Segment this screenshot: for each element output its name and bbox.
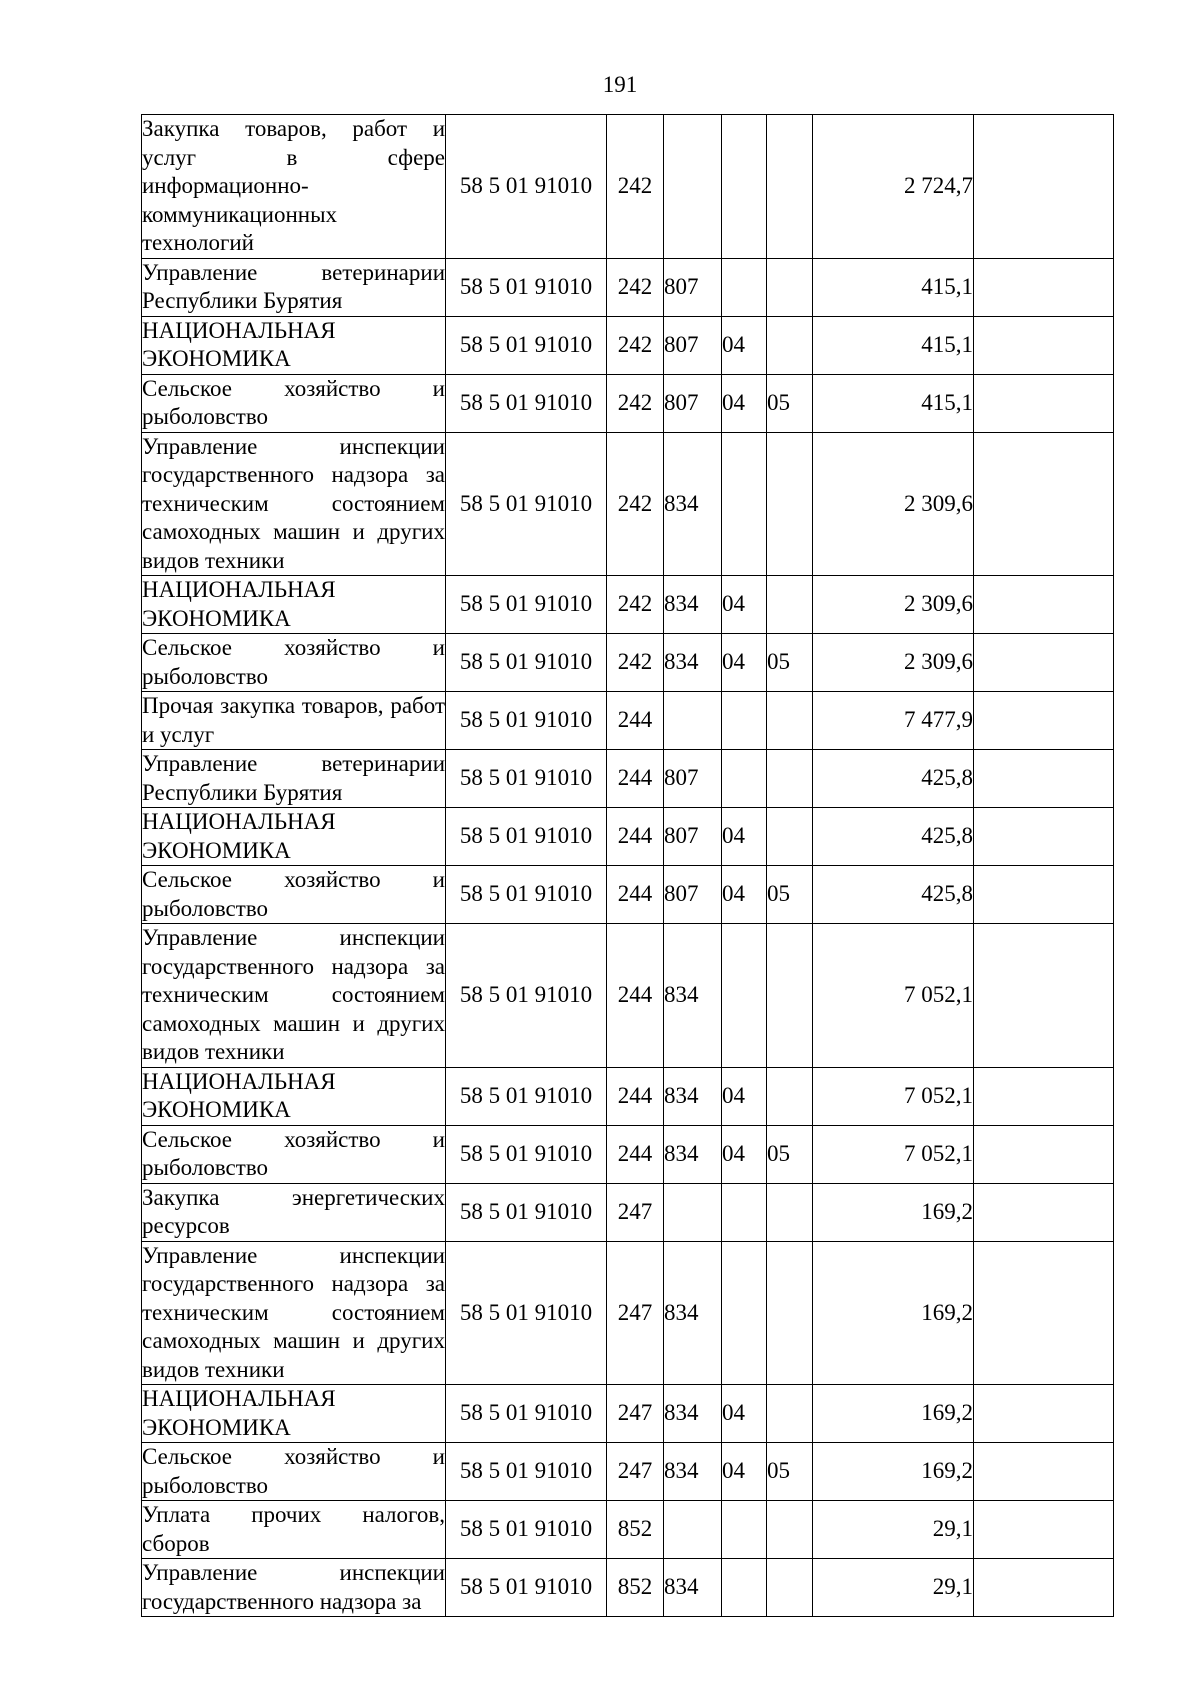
section-cell bbox=[722, 750, 767, 808]
section-cell: 04 bbox=[722, 1125, 767, 1183]
target-article-cell: 58 5 01 91010 bbox=[446, 1125, 607, 1183]
administrator-cell: 834 bbox=[664, 576, 722, 634]
subsection-cell bbox=[767, 750, 813, 808]
table-row bbox=[142, 692, 1114, 750]
extra-cell bbox=[974, 1443, 1114, 1501]
administrator-cell: 834 bbox=[664, 1125, 722, 1183]
expense-type-cell: 247 bbox=[607, 1443, 664, 1501]
administrator-cell: 834 bbox=[664, 1385, 722, 1443]
section-cell bbox=[722, 258, 767, 316]
row-name-cell: Управление инспекции государственного надзора за bbox=[142, 1559, 446, 1617]
amount-cell: 2 309,6 bbox=[813, 634, 974, 692]
extra-cell bbox=[974, 258, 1114, 316]
administrator-cell bbox=[664, 692, 722, 750]
target-article-cell: 58 5 01 91010 bbox=[446, 1183, 607, 1241]
row-name-cell: Управление ветеринарии Республики Бурятия bbox=[142, 258, 446, 316]
expense-type-cell: 244 bbox=[607, 692, 664, 750]
expense-type-cell: 244 bbox=[607, 866, 664, 924]
target-article-cell: 58 5 01 91010 bbox=[446, 692, 607, 750]
section-cell: 04 bbox=[722, 866, 767, 924]
expense-type-cell: 244 bbox=[607, 1125, 664, 1183]
administrator-cell: 834 bbox=[664, 1559, 722, 1617]
subsection-cell bbox=[767, 258, 813, 316]
table-row bbox=[142, 258, 1114, 316]
row-name-cell: НАЦИОНАЛЬНАЯ ЭКОНОМИКА bbox=[142, 576, 446, 634]
administrator-cell: 807 bbox=[664, 866, 722, 924]
page-number: 191 bbox=[602, 72, 638, 97]
subsection-cell bbox=[767, 1501, 813, 1559]
expense-type-cell: 244 bbox=[607, 1067, 664, 1125]
administrator-cell bbox=[664, 1501, 722, 1559]
extra-cell bbox=[974, 750, 1114, 808]
row-name-cell: Закупка товаров, работ и услуг в сфере информационно-коммуникационных технологий bbox=[142, 115, 446, 259]
target-article-cell: 58 5 01 91010 bbox=[446, 750, 607, 808]
extra-cell bbox=[974, 1385, 1114, 1443]
section-cell: 04 bbox=[722, 808, 767, 866]
row-name-cell: Управление инспекции государственного надзора за техническим состоянием самоходных машин и других видов техники bbox=[142, 1241, 446, 1385]
extra-cell bbox=[974, 808, 1114, 866]
expense-type-cell: 247 bbox=[607, 1241, 664, 1385]
table-row bbox=[142, 115, 1114, 259]
expense-type-cell: 242 bbox=[607, 576, 664, 634]
administrator-cell bbox=[664, 115, 722, 259]
extra-cell bbox=[974, 316, 1114, 374]
subsection-cell: 05 bbox=[767, 866, 813, 924]
administrator-cell: 834 bbox=[664, 432, 722, 576]
subsection-cell bbox=[767, 808, 813, 866]
section-cell bbox=[722, 692, 767, 750]
subsection-cell bbox=[767, 692, 813, 750]
amount-cell: 2 309,6 bbox=[813, 576, 974, 634]
target-article-cell: 58 5 01 91010 bbox=[446, 808, 607, 866]
section-cell: 04 bbox=[722, 1385, 767, 1443]
amount-cell: 7 477,9 bbox=[813, 692, 974, 750]
table-row bbox=[142, 866, 1114, 924]
amount-cell: 169,2 bbox=[813, 1183, 974, 1241]
table-row bbox=[142, 576, 1114, 634]
table-row bbox=[142, 1443, 1114, 1501]
section-cell bbox=[722, 1501, 767, 1559]
target-article-cell: 58 5 01 91010 bbox=[446, 374, 607, 432]
target-article-cell: 58 5 01 91010 bbox=[446, 576, 607, 634]
table-row bbox=[142, 750, 1114, 808]
extra-cell bbox=[974, 576, 1114, 634]
subsection-cell bbox=[767, 1067, 813, 1125]
administrator-cell: 807 bbox=[664, 258, 722, 316]
amount-cell: 425,8 bbox=[813, 808, 974, 866]
subsection-cell bbox=[767, 576, 813, 634]
expense-type-cell: 247 bbox=[607, 1385, 664, 1443]
row-name-cell: Сельское хозяйство и рыболовство bbox=[142, 1443, 446, 1501]
table-row bbox=[142, 1183, 1114, 1241]
target-article-cell: 58 5 01 91010 bbox=[446, 316, 607, 374]
administrator-cell: 834 bbox=[664, 1443, 722, 1501]
administrator-cell: 807 bbox=[664, 374, 722, 432]
subsection-cell: 05 bbox=[767, 374, 813, 432]
extra-cell bbox=[974, 1125, 1114, 1183]
amount-cell: 29,1 bbox=[813, 1501, 974, 1559]
amount-cell: 169,2 bbox=[813, 1241, 974, 1385]
expense-type-cell: 852 bbox=[607, 1501, 664, 1559]
table-row bbox=[142, 1385, 1114, 1443]
amount-cell: 7 052,1 bbox=[813, 924, 974, 1068]
row-name-cell: НАЦИОНАЛЬНАЯ ЭКОНОМИКА bbox=[142, 316, 446, 374]
amount-cell: 169,2 bbox=[813, 1385, 974, 1443]
table-row bbox=[142, 1125, 1114, 1183]
extra-cell bbox=[974, 692, 1114, 750]
row-name-cell: Управление инспекции государственного надзора за техническим состоянием самоходных машин и других видов техники bbox=[142, 924, 446, 1068]
subsection-cell: 05 bbox=[767, 1125, 813, 1183]
target-article-cell: 58 5 01 91010 bbox=[446, 115, 607, 259]
administrator-cell: 834 bbox=[664, 924, 722, 1068]
administrator-cell: 807 bbox=[664, 316, 722, 374]
subsection-cell bbox=[767, 1241, 813, 1385]
subsection-cell bbox=[767, 115, 813, 259]
row-name-cell: Сельское хозяйство и рыболовство bbox=[142, 374, 446, 432]
expense-type-cell: 242 bbox=[607, 316, 664, 374]
administrator-cell bbox=[664, 1183, 722, 1241]
table-row bbox=[142, 1067, 1114, 1125]
section-cell bbox=[722, 1559, 767, 1617]
extra-cell bbox=[974, 374, 1114, 432]
amount-cell: 415,1 bbox=[813, 258, 974, 316]
row-name-cell: Сельское хозяйство и рыболовство bbox=[142, 1125, 446, 1183]
target-article-cell: 58 5 01 91010 bbox=[446, 1385, 607, 1443]
administrator-cell: 834 bbox=[664, 1067, 722, 1125]
extra-cell bbox=[974, 866, 1114, 924]
amount-cell: 7 052,1 bbox=[813, 1125, 974, 1183]
target-article-cell: 58 5 01 91010 bbox=[446, 1241, 607, 1385]
expense-type-cell: 242 bbox=[607, 258, 664, 316]
section-cell: 04 bbox=[722, 316, 767, 374]
table-row bbox=[142, 1559, 1114, 1617]
table-row bbox=[142, 1501, 1114, 1559]
expense-type-cell: 242 bbox=[607, 374, 664, 432]
row-name-cell: Уплата прочих налогов, сборов bbox=[142, 1501, 446, 1559]
amount-cell: 415,1 bbox=[813, 316, 974, 374]
target-article-cell: 58 5 01 91010 bbox=[446, 866, 607, 924]
budget-table bbox=[141, 114, 1114, 1617]
row-name-cell: Сельское хозяйство и рыболовство bbox=[142, 866, 446, 924]
section-cell: 04 bbox=[722, 374, 767, 432]
section-cell bbox=[722, 1241, 767, 1385]
extra-cell bbox=[974, 634, 1114, 692]
extra-cell bbox=[974, 1559, 1114, 1617]
table-body bbox=[142, 115, 1114, 1617]
subsection-cell bbox=[767, 316, 813, 374]
amount-cell: 169,2 bbox=[813, 1443, 974, 1501]
amount-cell: 415,1 bbox=[813, 374, 974, 432]
target-article-cell: 58 5 01 91010 bbox=[446, 1559, 607, 1617]
target-article-cell: 58 5 01 91010 bbox=[446, 924, 607, 1068]
amount-cell: 29,1 bbox=[813, 1559, 974, 1617]
row-name-cell: Сельское хозяйство и рыболовство bbox=[142, 634, 446, 692]
extra-cell bbox=[974, 1183, 1114, 1241]
amount-cell: 7 052,1 bbox=[813, 1067, 974, 1125]
row-name-cell: Управление инспекции государственного надзора за техническим состоянием самоходных машин и других видов техники bbox=[142, 432, 446, 576]
table-row bbox=[142, 924, 1114, 1068]
row-name-cell: Управление ветеринарии Республики Бурятия bbox=[142, 750, 446, 808]
target-article-cell: 58 5 01 91010 bbox=[446, 1501, 607, 1559]
subsection-cell bbox=[767, 1559, 813, 1617]
expense-type-cell: 244 bbox=[607, 750, 664, 808]
section-cell bbox=[722, 1183, 767, 1241]
amount-cell: 425,8 bbox=[813, 866, 974, 924]
target-article-cell: 58 5 01 91010 bbox=[446, 634, 607, 692]
target-article-cell: 58 5 01 91010 bbox=[446, 1443, 607, 1501]
target-article-cell: 58 5 01 91010 bbox=[446, 432, 607, 576]
expense-type-cell: 244 bbox=[607, 808, 664, 866]
expense-type-cell: 247 bbox=[607, 1183, 664, 1241]
row-name-cell: Закупка энергетических ресурсов bbox=[142, 1183, 446, 1241]
extra-cell bbox=[974, 432, 1114, 576]
administrator-cell: 834 bbox=[664, 634, 722, 692]
expense-type-cell: 242 bbox=[607, 634, 664, 692]
table-row bbox=[142, 808, 1114, 866]
target-article-cell: 58 5 01 91010 bbox=[446, 258, 607, 316]
extra-cell bbox=[974, 924, 1114, 1068]
expense-type-cell: 244 bbox=[607, 924, 664, 1068]
table-row bbox=[142, 432, 1114, 576]
table-row bbox=[142, 634, 1114, 692]
subsection-cell bbox=[767, 432, 813, 576]
subsection-cell bbox=[767, 1183, 813, 1241]
row-name-cell: НАЦИОНАЛЬНАЯ ЭКОНОМИКА bbox=[142, 808, 446, 866]
table-row bbox=[142, 316, 1114, 374]
section-cell: 04 bbox=[722, 1067, 767, 1125]
expense-type-cell: 242 bbox=[607, 432, 664, 576]
amount-cell: 2 309,6 bbox=[813, 432, 974, 576]
administrator-cell: 807 bbox=[664, 750, 722, 808]
subsection-cell: 05 bbox=[767, 1443, 813, 1501]
administrator-cell: 834 bbox=[664, 1241, 722, 1385]
section-cell bbox=[722, 115, 767, 259]
section-cell: 04 bbox=[722, 1443, 767, 1501]
row-name-cell: НАЦИОНАЛЬНАЯ ЭКОНОМИКА bbox=[142, 1385, 446, 1443]
expense-type-cell: 242 bbox=[607, 115, 664, 259]
extra-cell bbox=[974, 1501, 1114, 1559]
section-cell: 04 bbox=[722, 576, 767, 634]
amount-cell: 425,8 bbox=[813, 750, 974, 808]
row-name-cell: НАЦИОНАЛЬНАЯ ЭКОНОМИКА bbox=[142, 1067, 446, 1125]
subsection-cell bbox=[767, 1385, 813, 1443]
target-article-cell: 58 5 01 91010 bbox=[446, 1067, 607, 1125]
amount-cell: 2 724,7 bbox=[813, 115, 974, 259]
section-cell bbox=[722, 432, 767, 576]
subsection-cell bbox=[767, 924, 813, 1068]
administrator-cell: 807 bbox=[664, 808, 722, 866]
section-cell bbox=[722, 924, 767, 1068]
extra-cell bbox=[974, 115, 1114, 259]
extra-cell bbox=[974, 1241, 1114, 1385]
table-row bbox=[142, 374, 1114, 432]
extra-cell bbox=[974, 1067, 1114, 1125]
expense-type-cell: 852 bbox=[607, 1559, 664, 1617]
row-name-cell: Прочая закупка товаров, работ и услуг bbox=[142, 692, 446, 750]
section-cell: 04 bbox=[722, 634, 767, 692]
subsection-cell: 05 bbox=[767, 634, 813, 692]
table-row bbox=[142, 1241, 1114, 1385]
